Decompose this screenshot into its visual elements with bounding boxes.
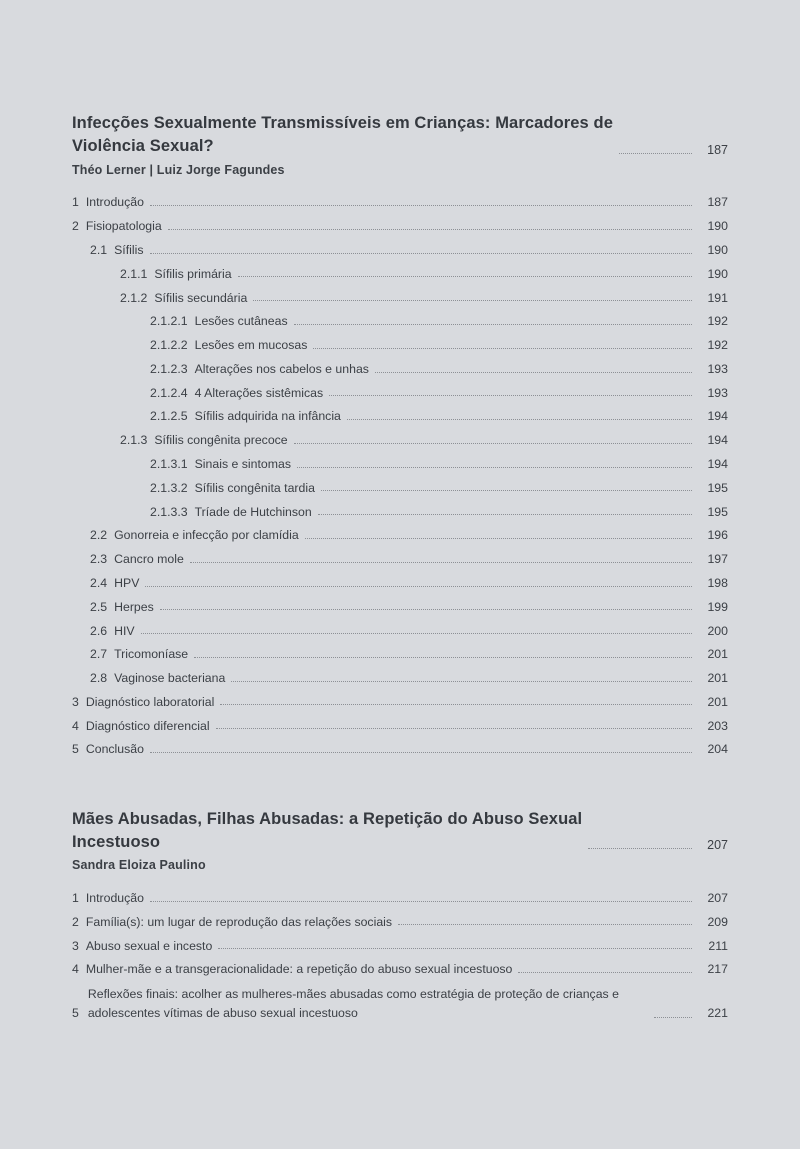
toc-entry-label: HPV [114,575,140,590]
toc-entry[interactable] [72,238,728,262]
toc-entry[interactable] [72,982,728,1026]
toc-entry-number: 2.1.2.5 [150,409,188,424]
toc-entry[interactable] [72,191,728,215]
toc-entry-label: Sinais e sintomas [194,457,291,472]
toc-entry-label: Abuso sexual e incesto [85,938,213,953]
toc-list [72,191,728,762]
toc-entry-label: Cancro mole [114,552,184,567]
toc-entry-label: Sífilis congênita precoce [154,433,288,448]
chapter-page-number: 187 [707,142,728,157]
toc-entry-number: 2.1 [90,243,108,257]
toc-entry-number: 2.2 [90,528,108,543]
chapter-title-line-2: Incestuoso [72,833,161,852]
toc-entry-page: 201 [707,647,728,662]
dot-leader [194,656,692,658]
toc-entry-label: Diagnóstico diferencial [85,718,210,733]
toc-entry[interactable] [72,429,728,453]
toc-entry-number: 4 [72,718,79,733]
dot-leader [216,727,692,729]
toc-entry-number: 2.1.2.2 [150,338,188,353]
toc-entry-label: Tríade de Hutchinson [194,504,312,519]
toc-entry-page: 194 [707,409,728,424]
toc-entry-page: 207 [707,891,728,906]
toc-entry-page: 201 [707,671,728,686]
toc-entry-number: 2.1.1 [120,266,148,281]
toc-entry-label: Herpes [114,599,154,614]
toc-entry-page: 192 [707,314,728,329]
toc-entry[interactable] [72,714,728,738]
toc-entry-label: Sífilis adquirida na infância [194,409,341,424]
toc-entry[interactable] [72,310,728,334]
toc-entry-number: 2.1.3.2 [150,480,188,495]
dot-leader [294,442,692,444]
toc-entry[interactable] [72,910,728,934]
toc-entry[interactable] [72,262,728,286]
dot-leader [231,680,692,682]
dot-leader [588,847,692,849]
toc-entry-number: 2.7 [90,647,108,662]
toc-entry-page: 204 [707,742,728,757]
toc-entry-page: 190 [707,266,728,281]
dot-leader [150,900,692,902]
toc-entry[interactable] [72,452,728,476]
toc-entry-page: 201 [707,694,728,709]
toc-entry-page: 203 [707,718,728,733]
toc-entry-label: Fisiopatologia [85,219,162,234]
toc-entry[interactable] [72,476,728,500]
toc-entry-label: Tricomoníase [114,647,189,662]
toc-entry-page: 217 [707,962,728,977]
toc-entry-page: 198 [707,575,728,590]
toc-entry-label: Introdução [85,891,144,906]
toc-entry-page: 196 [707,528,728,543]
toc-entry-page: 211 [708,938,728,953]
toc-entry[interactable] [72,524,728,548]
toc-entry-label: Lesões em mucosas [194,338,308,353]
toc-entry-label: Mulher-mãe e a transgeracionalidade: a repetição do abuso sexual incestuoso [85,962,513,977]
chapter-title [72,112,613,159]
dot-leader [150,204,692,206]
toc-entry-page: 187 [707,195,728,210]
dot-leader [141,632,692,634]
toc-entry-number: 2.1.3.3 [150,504,188,519]
dot-leader [329,394,692,396]
toc-entry-number: 2.1.2.1 [150,314,188,329]
toc-entry-label: Sífilis primária [154,266,232,281]
toc-entry-label: Sífilis congênita tardia [194,480,315,495]
toc-entry[interactable] [72,666,728,690]
dot-leader [253,299,692,301]
toc-entry-number: 1 [72,195,79,210]
toc-entry[interactable] [72,934,728,958]
dot-leader [518,971,692,973]
toc-entry[interactable] [72,286,728,310]
toc-entry-page: 209 [707,914,728,929]
toc-entry-number: 1 [72,891,79,906]
toc-entry-label: HIV [114,623,135,638]
toc-entry-page: 191 [707,290,728,305]
toc-entry[interactable] [72,619,728,643]
toc-entry[interactable] [72,571,728,595]
toc-entry[interactable] [72,381,728,405]
toc-entry-number: 5 [72,1006,79,1021]
dot-leader [168,228,692,230]
dot-leader [375,371,692,373]
chapter-title-line-1: Infecções Sexualmente Transmissíveis em Crianças: Marcadores de [72,114,613,132]
chapter-title [72,808,582,855]
toc-entry-label: Conclusão [85,742,144,757]
dot-leader [318,513,692,515]
toc-entry-number: 2.1.3 [120,433,148,448]
dot-leader [297,466,692,468]
toc-list [72,886,728,1025]
toc-entry-page: 197 [707,552,728,567]
dot-leader [313,347,692,349]
toc-entry-number: 2.5 [90,599,108,614]
toc-entry[interactable] [72,357,728,381]
toc-entry-page: 192 [707,338,728,353]
toc-entry-page: 200 [707,623,728,638]
toc-entry-page: 194 [707,457,728,472]
toc-entry-page: 195 [707,504,728,519]
toc-entry-number: 2 [72,219,79,234]
dot-leader [321,489,692,491]
dot-leader [150,252,693,254]
dot-leader [619,152,692,154]
toc-entry-label: Sífilis secundária [154,290,248,305]
dot-leader [220,703,692,705]
toc-entry-number: 2.4 [90,575,108,590]
chapter-entry [72,808,728,1026]
dot-leader [305,537,692,539]
toc-entry-page: 199 [707,599,728,614]
toc-entry-label: Vaginose bacteriana [114,671,226,686]
toc-entry-number: 2.1.3.1 [150,457,188,472]
toc-entry-number: 2.6 [90,623,108,638]
toc-entry[interactable] [72,548,728,572]
chapter-title-row[interactable] [72,112,728,159]
dot-leader [160,608,692,610]
toc-entry-page: 193 [707,385,728,400]
dot-leader [218,947,692,949]
toc-entry-page: 194 [707,433,728,448]
toc-entry-label: Diagnóstico laboratorial [85,694,215,709]
toc-entry-number: 3 [72,938,79,953]
chapter-title-row[interactable] [72,808,728,855]
toc-entry-page: 193 [707,361,728,376]
toc-entry[interactable] [72,958,728,982]
toc-entry-number: 5 [72,742,79,757]
dot-leader [294,323,692,325]
toc-entry[interactable] [72,690,728,714]
toc-entry-page: 190 [707,219,728,234]
dot-leader [238,275,692,277]
toc-entry[interactable] [72,334,728,358]
toc-entry-page: 221 [707,1006,728,1021]
toc-entry[interactable] [72,500,728,524]
toc-entry-number: 2.1.2.4 [150,385,188,400]
toc-entry-label: Reflexões finais: acolher as mulheres-mães abusadas como estratégia de proteção de crianças e adolescentes vítimas de abuso sexual incestuoso [87,987,623,1020]
toc-entry[interactable] [72,643,728,667]
toc-entry[interactable] [72,886,728,910]
toc-entry-number: 3 [72,694,79,709]
toc-entry-number: 2.8 [90,671,108,686]
dot-leader [654,1016,692,1018]
toc-entry-number: 2.3 [90,552,108,567]
toc-entry[interactable] [72,215,728,239]
toc-entry-number: 2.1.2.3 [150,361,188,376]
toc-entry[interactable] [72,738,728,762]
toc-entry-number: 4 [72,962,79,977]
toc-entry-label: Família(s): um lugar de reprodução das relações sociais [85,914,393,929]
toc-entry[interactable] [72,595,728,619]
toc-entry-label: Alterações nos cabelos e unhas [194,361,369,376]
dot-leader [347,418,692,420]
toc-entry-label: 4 Alterações sistêmicas [194,385,324,400]
toc-entry-label: Lesões cutâneas [194,314,288,329]
chapter-page-number: 207 [707,838,728,853]
toc-entry-label: Introdução [85,195,144,210]
dot-leader [150,751,692,753]
toc-entry-page: 190 [707,243,728,257]
chapter-title-line-1: Mães Abusadas, Filhas Abusadas: a Repetição do Abuso Sexual [72,809,583,828]
chapter-authors: Théo Lerner | Luiz Jorge Fagundes [72,162,285,177]
toc-entry[interactable] [72,405,728,429]
toc-entry-page: 195 [707,480,728,495]
dot-leader [190,561,692,563]
toc-entry-label: Gonorreia e infecção por clamídia [114,528,299,543]
chapter-authors: Sandra Eloiza Paulino [72,858,206,873]
dot-leader [398,923,692,925]
chapter-entry [72,112,728,762]
dot-leader [145,585,692,587]
toc-entry-number: 2 [72,914,79,929]
chapter-title-line-2: Violência Sexual? [72,137,214,156]
toc-entry-number: 2.1.2 [120,290,148,305]
toc-entry-label: Sífilis [114,243,144,257]
